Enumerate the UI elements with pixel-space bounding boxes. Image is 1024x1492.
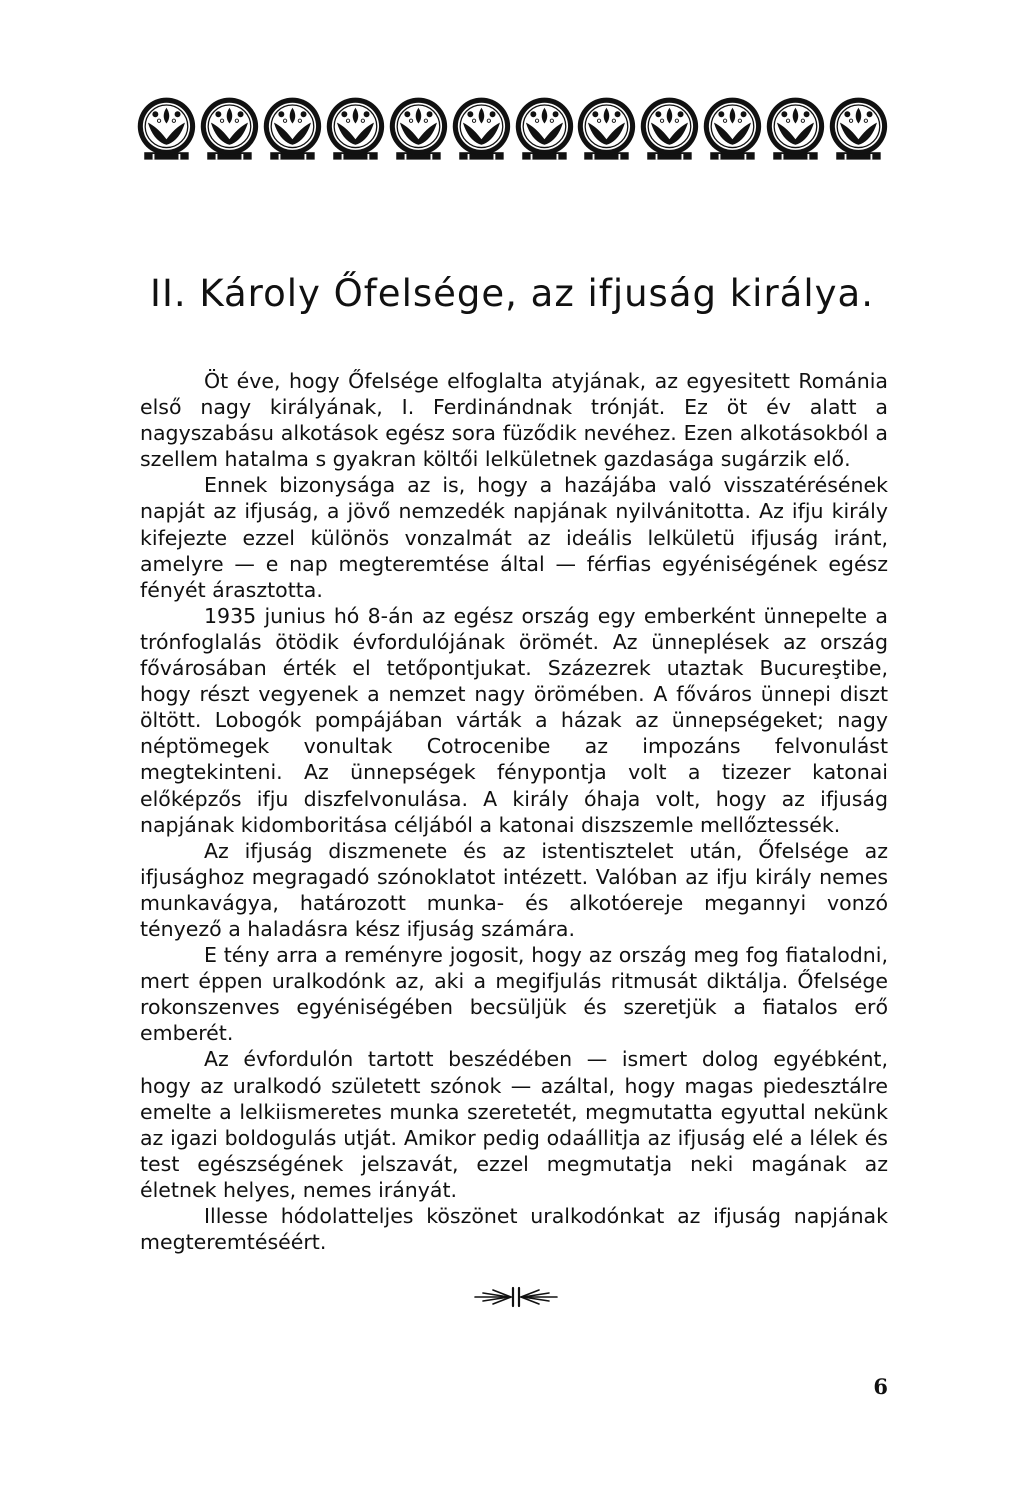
circular-flower-medallion-icon <box>764 92 827 168</box>
paragraph-2: Ennek bizonysága az is, hogy a hazájába való visszatérésének napját az ifjuság, a jövő nemzedék napjának nyilvánitotta. Az ifju király kifejezte ezzel különös vonzalmát az ideális lelkületü ifjuság iránt, amelyre — e nap megteremtése által — férfias egyéniségének egész fényét árasztotta. <box>140 473 888 602</box>
circular-flower-medallion-icon <box>638 92 701 168</box>
circular-flower-medallion-icon <box>701 92 764 168</box>
paragraph-7: Illesse hódolatteljes köszönet uralkodónkat az ifjuság napjának megteremtéséért. <box>140 1204 888 1255</box>
circular-flower-medallion-icon <box>198 92 261 168</box>
paragraph-1: Öt éve, hogy Őfelsége elfoglalta atyjának, az egyesitett Románia első nagy királyának, I. Ferdinándnak trónját. Ez öt év alatt a nagyszabásu alkotások egész sora füződik nevéhez. Ezen alkotásokból a szellem hatalma s gyakran költői lelkületnek gazdasága sugárzik elő. <box>140 369 888 472</box>
paragraph-3: 1935 junius hó 8-án az egész ország egy emberként ünnepelte a trónfoglalás ötödik évfordulójának örömét. Az ünneplések az ország fővárosában érték el tetőpontjukat. Százezrek utaztak Bucureştibe, hogy részt vegyenek a nemzet nagy örömében. A főváros ünnepi diszt öltött. Lobogók pompájában várták a házak az ünnepségeket; nagy néptömegek vonultak Cotrocenibe az impozáns felvonulást megtekinteni. Az ünnepségek fénypontja volt a tizezer katonai előképzős ifju diszfelvonulása. A király óhaja volt, hogy az ifjuság napjának kidomboritása céljából a katonai diszszemle mellőztessék. <box>140 603 888 837</box>
article-body <box>140 368 888 1255</box>
circular-flower-medallion-icon <box>575 92 638 168</box>
paragraph-4: Az ifjuság diszmenete és az istentisztelet után, Őfelsége az ifjusághoz megragadó szónoklatot intézett. Valóban az ifju király nemes munkavágya, határozott munka- és alkotóereje megannyi vonzó tényező a haladásra kész ifjuság számára. <box>140 838 888 941</box>
circular-flower-medallion-icon <box>324 92 387 168</box>
page-number: 6 <box>873 1374 888 1399</box>
paragraph-6: Az évfordulón tartott beszédében — ismert dolog egyébként, hogy az uralkodó született szónok — azáltal, hogy magas piedesztálre emelte a lelkiismeretes munka szeretetét, megmutatta egyuttal nekünk az igazi boldogulás utját. Amikor pedig odaállitja az ifjuság elé a lélek és test egészségének jelszavát, ezzel megmutatja neki magának az életnek helyes, nemes irányát. <box>140 1047 888 1202</box>
circular-flower-medallion-icon <box>513 92 576 168</box>
circular-flower-medallion-icon <box>827 92 890 168</box>
circular-flower-medallion-icon <box>387 92 450 168</box>
paragraph-5: E tény arra a reményre jogosit, hogy az ország meg fog fiatalodni, mert éppen uralkodónk az, aki a megifjulás ritmusát diktálja. Őfelsége rokonszenves egyéniségében becsüljük és szeretjük a fiatalos erő emberét. <box>140 943 888 1046</box>
header-ornament-band <box>135 92 890 168</box>
circular-flower-medallion-icon <box>450 92 513 168</box>
circular-flower-medallion-icon <box>261 92 324 168</box>
page-title: II. Károly Őfelsége, az ifjuság királya. <box>150 272 874 315</box>
circular-flower-medallion-icon <box>135 92 198 168</box>
arrow-flourish-divider-icon <box>473 1285 559 1309</box>
